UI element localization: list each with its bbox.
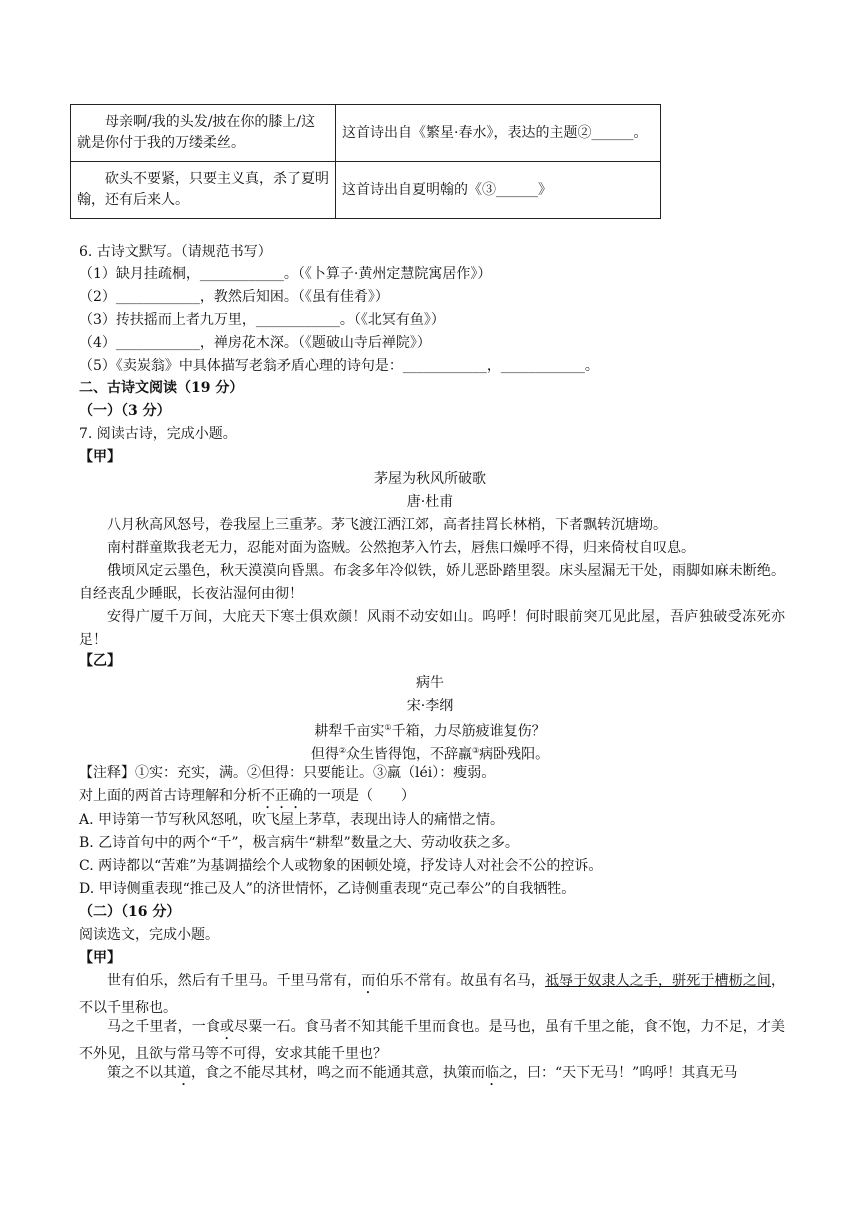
poem2-line-1 bbox=[0, 718, 860, 742]
poem2-text: 但得 bbox=[310, 746, 339, 763]
prose-text: ，不以千里称也。 bbox=[79, 973, 786, 1016]
poem1-para-3: 俄顷风定云墨色，秋天漠漠向昏黑。布衾多年冷似铁，娇儿恶卧踏里裂。床头屋漏无干处，雨脚如麻未断绝。自经丧乱少睡眠，长夜沾湿何由彻！ bbox=[79, 563, 785, 602]
table-cell-poem: 砍头不要紧，只要主义真，杀了夏明翰，还有后来人。 bbox=[71, 162, 336, 219]
annotations: 【注释】①实：充实，满。②但得：只要能让。③羸（léi）：瘦弱。 bbox=[79, 765, 496, 781]
poem1-para-4: 安得广厦千万间，大庇天下寒士俱欢颜！风雨不动安如山。呜呼！何时眼前突兀见此屋，吾庐独破受冻死亦足！ bbox=[79, 609, 785, 648]
q6-item-2: （2）____________，教然后知困。（《虽有佳肴》） bbox=[79, 289, 389, 305]
poem2-text: 病卧残阳。 bbox=[479, 746, 550, 763]
q6-item-1: （1）缺月挂疏桐，____________。（《卜算子·黄州定慧院寓居作》） bbox=[79, 266, 492, 282]
option-c: C. 两诗都以“苦难”为基调描绘个人或物象的困顿处境，抒发诗人对社会不公的控诉。 bbox=[79, 858, 603, 874]
option-b: B. 乙诗首句中的两个“千”，极言病牛“耕犁”数量之大、劳动收获之多。 bbox=[79, 835, 519, 851]
reading-instruction: 阅读选文，完成小题。 bbox=[79, 927, 219, 943]
poem1-title: 茅屋为秋风所破歌 bbox=[374, 471, 486, 487]
q6-title: 6. 古诗文默写。（请规范书写） bbox=[79, 244, 272, 260]
footnote-mark: ② bbox=[338, 746, 346, 755]
q6-item-3: （3）抟扶摇而上者九万里，____________。（《北冥有鱼》） bbox=[79, 312, 445, 328]
q7-title: 7. 阅读古诗，完成小题。 bbox=[79, 426, 237, 442]
label-yi: 【乙】 bbox=[79, 653, 121, 669]
prose-text: 伯乐不常有。故虽有名马， bbox=[375, 973, 545, 989]
poem1-para-2: 南村群童欺我老无力，忍能对面为盗贼。公然抱茅入竹去，唇焦口燥呼不得，归来倚杖自叹息。 bbox=[107, 540, 695, 556]
emphasis-text: 或 bbox=[220, 1019, 235, 1035]
prose-para-1 bbox=[79, 970, 785, 1020]
table-cell-poem: 母亲啊/我的头发/披在你的膝上/这就是你付于我的万缕柔丝。 bbox=[71, 105, 336, 162]
label-jia-2: 【甲】 bbox=[79, 950, 121, 966]
table-row bbox=[71, 162, 661, 219]
label-jia: 【甲】 bbox=[79, 449, 121, 465]
part-2-title: （二）（16 分） bbox=[79, 904, 181, 920]
question-text: 对上面的两首古诗理解和分析 bbox=[79, 788, 261, 804]
prose-text: 马之千里者，一食 bbox=[107, 1019, 221, 1035]
poem2-title: 病牛 bbox=[416, 675, 444, 691]
poem2-line-2 bbox=[0, 741, 860, 765]
table-row bbox=[71, 105, 661, 162]
prose-text: 世有伯乐，然后有千里马。千里马常有， bbox=[107, 973, 362, 989]
emphasis-text: 不正确 bbox=[261, 788, 303, 804]
q6-item-4: （4）____________，禅房花木深。（《题破山寺后禅院》） bbox=[79, 335, 431, 351]
question-text: 的一项是（ ） bbox=[303, 788, 415, 804]
emphasis-text: 临 bbox=[485, 1065, 499, 1081]
emphasis-text: 道 bbox=[177, 1065, 191, 1081]
option-d: D. 甲诗侧重表现“推己及人”的济世情怀，乙诗侧重表现“克己奉公”的自我牺牲。 bbox=[79, 881, 576, 897]
poem2-text: 耕犁千亩实 bbox=[314, 723, 385, 740]
poem1-para-1: 八月秋高风怒号，卷我屋上三重茅。茅飞渡江洒江郊，高者挂罥长林梢，下者飘转沉塘坳。 bbox=[107, 517, 667, 533]
q6-item-5: （5）《卖炭翁》中具体描写老翁矛盾心理的诗句是：____________，____________。 bbox=[79, 358, 599, 374]
underlined-text: 祗辱于奴隶人之手，骈死于槽枥之间 bbox=[544, 973, 772, 989]
poem2-text: 千箱，力尽筋疲谁复伤？ bbox=[391, 723, 546, 740]
part-1-title: （一）（3 分） bbox=[79, 403, 171, 419]
option-a: A. 甲诗第一节写秋风怒吼，吹飞屋上茅草，表现出诗人的痛惜之情。 bbox=[79, 812, 505, 828]
prose-para-3 bbox=[79, 1062, 785, 1085]
footnote-mark: ③ bbox=[472, 746, 480, 755]
poem-table bbox=[70, 104, 661, 219]
section-2-title: 二、古诗文阅读（19 分） bbox=[79, 380, 244, 396]
poem2-text: 众生皆得饱，不辞羸 bbox=[346, 746, 472, 763]
poem2-author: 宋·李纲 bbox=[406, 698, 454, 714]
table-cell-question: 这首诗出自夏明翰的《③______》 bbox=[336, 162, 661, 219]
prose-para-2 bbox=[79, 1016, 785, 1066]
question-stem bbox=[79, 786, 415, 812]
poem1-author: 唐·杜甫 bbox=[406, 494, 454, 510]
emphasis-text: 而 bbox=[361, 973, 376, 989]
prose-text: 尽粟一石。食马者不知其能千里而食也。是马也，虽有千里之能，食不饱，力不足，才美不外见，且欲与常马等不可得，安求其能千里也？ bbox=[79, 1019, 786, 1062]
prose-text: ，食之不能尽其材，鸣之而不能通其意，执策而 bbox=[191, 1065, 485, 1081]
prose-text: 策之不以其 bbox=[107, 1065, 177, 1081]
table-cell-question: 这首诗出自《繁星·春水》，表达的主题②______。 bbox=[336, 105, 661, 162]
prose-text: 之，曰：“天下无马！”呜呼！其真无马 bbox=[499, 1065, 738, 1081]
footnote-mark: ① bbox=[384, 723, 392, 732]
